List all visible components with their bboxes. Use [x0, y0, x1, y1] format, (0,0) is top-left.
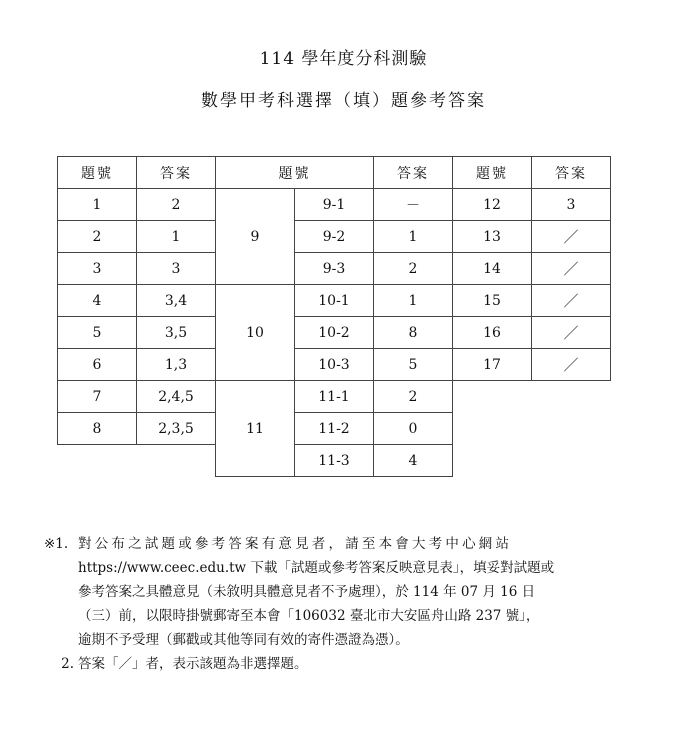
question-number: 12 [453, 189, 532, 221]
answer-value: 2,3,5 [137, 413, 216, 445]
notes-section [44, 532, 634, 676]
answer-value: 2,4,5 [137, 381, 216, 413]
question-number: 15 [453, 285, 532, 317]
question-number: 3 [58, 253, 137, 285]
group-number: 9 [216, 189, 295, 285]
question-number: 5 [58, 317, 137, 349]
table-row [58, 349, 611, 381]
sub-question-number: 9-2 [295, 221, 374, 253]
sub-question-number: 9-3 [295, 253, 374, 285]
empty-cell [532, 445, 611, 477]
answer-value: 1 [374, 285, 453, 317]
answer-value: 5 [374, 349, 453, 381]
question-number: 14 [453, 253, 532, 285]
question-number: 1 [58, 189, 137, 221]
answer-value: 2 [374, 381, 453, 413]
answer-value: 3 [137, 253, 216, 285]
answer-value [532, 317, 611, 349]
slash-mark: ／ [563, 292, 579, 310]
question-number: 6 [58, 349, 137, 381]
answer-value: 4 [374, 445, 453, 477]
question-number: 2 [58, 221, 137, 253]
note-1-line: 對公布之試題或參考答案有意見者，請至本會大考中心網站 [78, 536, 513, 552]
empty-cell [58, 445, 137, 477]
answer-value: 0 [374, 413, 453, 445]
header-question-2: 題號 [216, 157, 374, 189]
table-row [58, 413, 611, 445]
empty-cell [453, 413, 532, 445]
group-number: 10 [216, 285, 295, 381]
question-number: 4 [58, 285, 137, 317]
answer-value [532, 285, 611, 317]
empty-cell [453, 445, 532, 477]
answer-value [532, 253, 611, 285]
question-number: 8 [58, 413, 137, 445]
answer-value: 3,4 [137, 285, 216, 317]
note-1-body [78, 532, 634, 652]
sub-question-number: 11-1 [295, 381, 374, 413]
table-row [58, 253, 611, 285]
document-subtitle: 數學甲考科選擇（填）題參考答案 [201, 91, 486, 111]
slash-mark: ／ [563, 356, 579, 374]
header-question-3: 題號 [453, 157, 532, 189]
note-1-line: （三）前，以限時掛號郵寄至本會「106032 臺北市大安區舟山路 237 號」， [78, 608, 540, 624]
table-row [58, 221, 611, 253]
empty-cell [532, 381, 611, 413]
question-number: 13 [453, 221, 532, 253]
empty-cell [453, 381, 532, 413]
note-1 [44, 532, 634, 652]
slash-mark: ／ [563, 228, 579, 246]
slash-mark: ／ [563, 260, 579, 278]
answer-value: 8 [374, 317, 453, 349]
table-row [58, 317, 611, 349]
sub-question-number: 10-1 [295, 285, 374, 317]
header-answer-2: 答案 [374, 157, 453, 189]
note-2-body [78, 652, 634, 676]
question-number: 16 [453, 317, 532, 349]
note-1-line: 逾期不予受理（郵戳或其他等同有效的寄件憑證為憑）。 [78, 632, 409, 648]
slash-mark: ／ [563, 324, 579, 342]
sub-question-number: 11-2 [295, 413, 374, 445]
sub-question-number: 9-1 [295, 189, 374, 221]
table-header-row [58, 157, 611, 189]
group-number: 11 [216, 381, 295, 477]
header-answer-3: 答案 [532, 157, 611, 189]
note-2-text: 答案「／」者，表示該題為非選擇題。 [78, 656, 308, 672]
answer-value [532, 221, 611, 253]
answer-table [57, 156, 611, 477]
sub-question-number: 10-3 [295, 349, 374, 381]
answer-value: － [374, 189, 453, 221]
answer-value: 1,3 [137, 349, 216, 381]
empty-cell [137, 445, 216, 477]
sub-question-number: 10-2 [295, 317, 374, 349]
header-question-1: 題號 [58, 157, 137, 189]
answer-value [532, 349, 611, 381]
answer-value: 2 [137, 189, 216, 221]
answer-value: 3,5 [137, 317, 216, 349]
note-2-mark: 2. [61, 656, 74, 672]
document-title: 114 學年度分科測驗 [259, 49, 428, 69]
table-row [58, 285, 611, 317]
answer-value: 2 [374, 253, 453, 285]
question-number: 17 [453, 349, 532, 381]
note-1-line: https://www.ceec.edu.tw 下載「試題或參考答案反映意見表」，填妥對試題或 [78, 560, 555, 576]
empty-cell [532, 413, 611, 445]
sub-question-number: 11-3 [295, 445, 374, 477]
table-row [58, 445, 611, 477]
answer-value: 1 [374, 221, 453, 253]
answer-value: 1 [137, 221, 216, 253]
note-1-line: 參考答案之具體意見（未敘明具體意見者不予處理），於 114 年 07 月 16 日 [78, 584, 536, 600]
table-row [58, 189, 611, 221]
answer-value: 3 [532, 189, 611, 221]
header-answer-1: 答案 [137, 157, 216, 189]
question-number: 7 [58, 381, 137, 413]
note-1-mark: ※1. [44, 536, 69, 552]
note-2 [44, 652, 634, 676]
table-row [58, 381, 611, 413]
